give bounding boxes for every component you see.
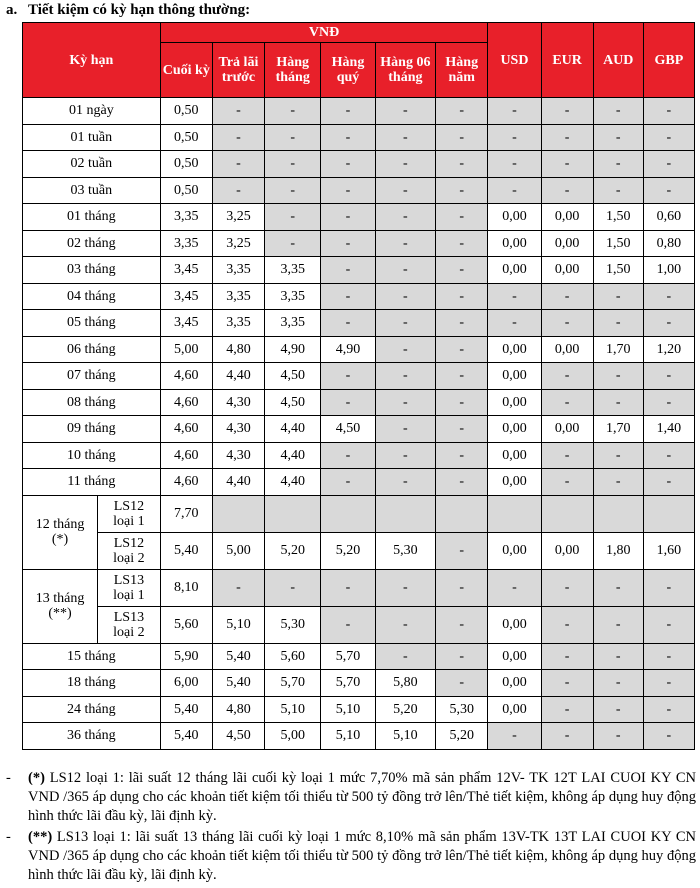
term-label: 01 ngày [23,98,161,125]
rate-cell: 1,60 [643,532,694,569]
rate-cell: - [375,177,436,204]
rate-cell: - [375,230,436,257]
rate-cell [643,495,694,532]
rate-cell: 0,00 [488,643,541,670]
rate-cell: - [643,643,694,670]
rate-cell: - [643,283,694,310]
rate-cell: - [593,469,643,496]
rate-cell: - [212,124,264,151]
rate-cell [375,495,436,532]
rate-cell: - [643,670,694,697]
rate-cell: - [375,124,436,151]
rate-cell [436,495,488,532]
rate-cell: - [375,336,436,363]
rate-cell: - [375,257,436,284]
rate-cell: - [541,124,593,151]
rate-cell: - [643,389,694,416]
rate-cell: - [321,98,375,125]
rate-cell: - [321,177,375,204]
rate-cell: - [265,98,321,125]
rate-cell: 5,30 [375,532,436,569]
rate-cell: - [436,310,488,337]
rate-cell: 4,90 [321,336,375,363]
rate-cell: 3,45 [160,283,212,310]
table-row [23,204,695,231]
term-label: 07 tháng [23,363,161,390]
header-eur: EUR [541,23,593,98]
rate-cell [488,495,541,532]
rate-cell: - [321,606,375,643]
table-row [23,177,695,204]
rate-cell: 4,60 [160,389,212,416]
rate-cell: 1,50 [593,230,643,257]
table-row [23,696,695,723]
rate-cell: 3,35 [265,257,321,284]
rate-cell: 4,60 [160,442,212,469]
table-row [23,124,695,151]
rate-cell: - [436,98,488,125]
rate-cell: 0,00 [488,532,541,569]
rate-cell: - [321,363,375,390]
rate-cell: - [265,569,321,606]
rate-cell: 5,10 [375,723,436,750]
table-row [23,416,695,443]
rate-cell: - [321,151,375,178]
term-label: 10 tháng [23,442,161,469]
rate-cell: - [643,124,694,151]
table-row [23,495,695,532]
rate-cell: 3,35 [160,204,212,231]
rate-cell: - [436,606,488,643]
sub-term-label: LS13 loại 1 [98,569,161,606]
rate-cell: 4,80 [212,336,264,363]
rate-cell: 4,50 [265,389,321,416]
rate-cell: - [593,310,643,337]
rate-cell: 5,00 [212,532,264,569]
term-label: 11 tháng [23,469,161,496]
rate-cell: - [212,151,264,178]
rate-cell: - [375,416,436,443]
rate-cell: - [541,696,593,723]
rate-cell: - [321,442,375,469]
rate-cell: - [643,723,694,750]
rate-cell: - [541,310,593,337]
rate-cell: 6,00 [160,670,212,697]
term-label: 09 tháng [23,416,161,443]
rate-cell: - [541,569,593,606]
rate-cell: 0,00 [488,696,541,723]
rate-cell: 5,60 [265,643,321,670]
rate-cell: 0,00 [488,442,541,469]
rate-cell: 3,45 [160,257,212,284]
rate-cell: - [436,532,488,569]
rate-cell: - [593,389,643,416]
rate-cell: - [643,363,694,390]
rate-cell: - [375,98,436,125]
rate-cell: 4,50 [265,363,321,390]
rate-cell: 4,40 [265,416,321,443]
rate-cell: - [212,569,264,606]
rate-cell: - [541,643,593,670]
rate-cell [593,495,643,532]
rate-cell: 5,10 [212,606,264,643]
rate-cell: - [643,310,694,337]
rate-cell: 5,30 [436,696,488,723]
term-label: 02 tuần [23,151,161,178]
rate-cell: - [593,363,643,390]
rate-cell: 4,50 [321,416,375,443]
rate-cell: - [643,606,694,643]
term-label: 24 tháng [23,696,161,723]
rate-cell: - [436,283,488,310]
rate-cell: - [541,606,593,643]
rate-cell: 4,40 [212,363,264,390]
rate-cell: - [643,151,694,178]
rate-cell: 4,30 [212,442,264,469]
rate-cell: 4,60 [160,363,212,390]
rate-cell: 5,40 [160,696,212,723]
rate-cell: - [436,124,488,151]
header-tra-lai-truoc: Trả lãi trước [212,43,264,98]
rate-cell: - [375,569,436,606]
rate-cell: - [541,389,593,416]
rate-cell: 1,80 [593,532,643,569]
rate-cell [541,495,593,532]
rate-cell: - [593,124,643,151]
rate-cell: 5,90 [160,643,212,670]
header-hang-quy: Hàng quý [321,43,375,98]
rate-cell: - [488,124,541,151]
rate-cell: - [488,310,541,337]
term-group-label: 12 tháng (*) [23,495,98,569]
rate-cell: - [375,606,436,643]
rate-cell: 1,00 [643,257,694,284]
rate-cell: - [375,363,436,390]
term-label: 01 tuần [23,124,161,151]
rate-cell: 3,35 [212,283,264,310]
rate-cell: 0,00 [541,230,593,257]
header-gbp: GBP [643,23,694,98]
header-vnd: VNĐ [160,23,488,43]
rate-cell: 5,80 [375,670,436,697]
term-label: 01 tháng [23,204,161,231]
header-aud: AUD [593,23,643,98]
table-row [23,363,695,390]
footnote-ls12: - (*) LS12 loại 1: lãi suất 12 tháng lãi cuối kỳ loại 1 mức 7,70% mã sản phẩm 12V- TK 12T LAI CUOI KY CN VND /365 áp dụng cho các khoản tiết kiệm tối thiểu từ 500 tỷ đồng trở lên/Thẻ tiết kiệm, không áp dụng huy động hình thức lãi đầu kỳ, lãi định kỳ. [6,770,696,824]
rate-cell: - [488,723,541,750]
rate-cell: 3,25 [212,204,264,231]
rate-cell: - [436,363,488,390]
rate-cell: 5,10 [321,696,375,723]
rate-cell: - [541,283,593,310]
rate-cell: - [321,469,375,496]
rate-cell: - [436,643,488,670]
rate-cell: 1,40 [643,416,694,443]
table-row [23,606,695,643]
rate-cell: 5,60 [160,606,212,643]
rate-cell: - [321,204,375,231]
rate-cell: 0,50 [160,124,212,151]
rate-cell: 5,40 [160,723,212,750]
rate-cell [265,495,321,532]
footnotes [6,769,696,887]
rate-cell: - [375,442,436,469]
header-term: Kỳ hạn [23,23,161,98]
rate-cell: 5,20 [375,696,436,723]
rate-cell: - [375,151,436,178]
term-label: 18 tháng [23,670,161,697]
rate-cell: - [265,124,321,151]
rate-cell: - [541,442,593,469]
rate-cell: - [436,389,488,416]
section-title-text: Tiết kiệm có kỳ hạn thông thường: [28,2,251,18]
rate-cell: 0,60 [643,204,694,231]
header-hang-06-thang: Hàng 06 tháng [375,43,436,98]
rate-cell: 5,40 [212,670,264,697]
rate-cell: 5,70 [321,670,375,697]
rate-cell: - [593,442,643,469]
table-row [23,257,695,284]
rate-cell: - [436,230,488,257]
rate-cell: - [593,696,643,723]
footnote-ls13: - (**) LS13 loại 1: lãi suất 13 tháng lãi cuối kỳ loại 1 mức 8,10% mã sản phẩm 13V-TK 13T LAI CUOI KY CN VND /365 áp dụng cho các khoản tiết kiệm tối thiểu từ 500 tỷ đồng trở lên/Thẻ tiết kiệm, không áp dụng huy động hình thức lãi đầu kỳ, lãi định kỳ. [6,829,696,883]
rate-cell: 4,60 [160,416,212,443]
rate-cell: 0,50 [160,177,212,204]
sub-term-label: LS12 loại 1 [98,495,161,532]
rate-cell: - [436,336,488,363]
rate-cell: 4,50 [212,723,264,750]
sub-term-label: LS12 loại 2 [98,532,161,569]
rate-cell: - [375,310,436,337]
rate-cell: - [375,389,436,416]
rate-cell: - [593,569,643,606]
rate-cell: - [321,569,375,606]
rate-cell: 0,00 [488,670,541,697]
rate-cell: - [593,606,643,643]
rate-cell: - [488,98,541,125]
rate-cell: 1,50 [593,204,643,231]
header-cuoi-ky: Cuối kỳ [160,43,212,98]
rate-cell: 1,20 [643,336,694,363]
table-row [23,569,695,606]
table-row [23,532,695,569]
header-usd: USD [488,23,541,98]
term-label: 03 tuần [23,177,161,204]
rate-cell: 0,00 [488,416,541,443]
rate-cell: 8,10 [160,569,212,606]
rate-cell: 4,40 [265,442,321,469]
rate-cell: 4,30 [212,389,264,416]
sub-term-label: LS13 loại 2 [98,606,161,643]
rate-cell: 0,00 [488,469,541,496]
header-hang-nam: Hàng năm [436,43,488,98]
rate-cell: 1,70 [593,416,643,443]
rate-cell: 0,50 [160,98,212,125]
rate-cell: - [541,151,593,178]
term-label: 03 tháng [23,257,161,284]
table-row [23,98,695,125]
rate-cell: 5,30 [265,606,321,643]
rate-cell: - [321,124,375,151]
rate-cell: 0,00 [488,389,541,416]
rate-cell: - [541,469,593,496]
rate-cell: 3,35 [212,257,264,284]
rate-cell: - [593,723,643,750]
rate-cell: 5,40 [160,532,212,569]
rate-cell: 3,45 [160,310,212,337]
rate-cell: - [375,204,436,231]
rate-cell: - [265,177,321,204]
table-row [23,442,695,469]
rate-cell: 3,35 [212,310,264,337]
rate-cell: - [321,310,375,337]
rate-cell: - [593,670,643,697]
rate-cell: 1,50 [593,257,643,284]
rate-cell: - [541,363,593,390]
rate-cell: 5,20 [265,532,321,569]
rate-cell: - [643,696,694,723]
rate-cell: 5,10 [321,723,375,750]
rate-cell: - [436,257,488,284]
rate-cell: 3,25 [212,230,264,257]
rate-cell: - [593,643,643,670]
rate-cell: - [541,723,593,750]
table-row [23,283,695,310]
rate-cell: - [321,257,375,284]
table-row [23,336,695,363]
section-number: a. [6,2,18,18]
term-label: 15 tháng [23,643,161,670]
rate-cell: - [593,151,643,178]
rate-cell: - [265,204,321,231]
rate-cell: - [375,283,436,310]
table-row [23,469,695,496]
rate-cell: 0,00 [541,336,593,363]
rate-cell: - [436,442,488,469]
rate-cell: 4,40 [265,469,321,496]
rate-cell: - [436,569,488,606]
rate-cell: 0,50 [160,151,212,178]
rate-cell: 3,35 [265,310,321,337]
table-row [23,670,695,697]
rate-cell: - [541,670,593,697]
rate-cell: - [436,670,488,697]
rate-cell: 5,00 [160,336,212,363]
rate-cell: - [321,230,375,257]
table-row [23,389,695,416]
rate-cell: 1,70 [593,336,643,363]
rate-cell: - [541,177,593,204]
rate-cell: 0,00 [541,204,593,231]
rate-cell: 4,90 [265,336,321,363]
rate-cell: 0,00 [541,257,593,284]
rate-cell: 5,20 [321,532,375,569]
rate-cell [212,495,264,532]
rate-cell: - [375,469,436,496]
rate-cell: 4,40 [212,469,264,496]
rate-cell: - [321,389,375,416]
term-label: 04 tháng [23,283,161,310]
table-row [23,230,695,257]
rate-cell: - [593,98,643,125]
rate-cell: 0,00 [488,606,541,643]
rate-cell: 0,00 [488,257,541,284]
table-row [23,151,695,178]
rate-cell: 0,00 [541,416,593,443]
rate-cell: - [212,177,264,204]
rate-cell: 0,00 [488,230,541,257]
rate-cell: 4,30 [212,416,264,443]
rate-cell: - [265,230,321,257]
rate-cell: 0,80 [643,230,694,257]
rate-cell: - [593,177,643,204]
rate-cell: - [541,98,593,125]
rate-cell: - [488,569,541,606]
rate-cell: - [488,283,541,310]
term-label: 02 tháng [23,230,161,257]
term-label: 08 tháng [23,389,161,416]
rate-cell: - [643,569,694,606]
rate-cell: 5,70 [265,670,321,697]
table-row [23,643,695,670]
rate-cell: - [593,283,643,310]
rate-cell: 5,20 [436,723,488,750]
table-row [23,310,695,337]
section-title [6,2,250,19]
rate-cell: - [436,204,488,231]
term-label: 36 tháng [23,723,161,750]
rate-cell: - [643,98,694,125]
savings-rate-table [22,22,695,750]
rate-cell: 4,60 [160,469,212,496]
rate-cell: 0,00 [488,204,541,231]
rate-cell: 5,40 [212,643,264,670]
rate-cell: - [643,442,694,469]
rate-cell: 3,35 [160,230,212,257]
rate-cell: - [375,643,436,670]
rate-cell: 0,00 [488,363,541,390]
rate-cell: 5,10 [265,696,321,723]
term-group-label: 13 tháng (**) [23,569,98,643]
rate-cell: - [436,151,488,178]
rate-cell: 4,80 [212,696,264,723]
header-hang-thang: Hàng tháng [265,43,321,98]
rate-cell: 0,00 [541,532,593,569]
term-label: 06 tháng [23,336,161,363]
rate-cell: 7,70 [160,495,212,532]
rate-cell: - [436,469,488,496]
rate-cell: - [643,177,694,204]
rate-cell: 5,00 [265,723,321,750]
rate-cell [321,495,375,532]
rate-cell: - [488,151,541,178]
rate-cell: 3,35 [265,283,321,310]
term-label: 05 tháng [23,310,161,337]
rate-cell: 5,70 [321,643,375,670]
rate-cell: - [436,177,488,204]
rate-cell: - [321,283,375,310]
rate-cell: - [265,151,321,178]
rate-cell: - [643,469,694,496]
rate-cell: - [212,98,264,125]
table-row [23,723,695,750]
rate-cell: - [488,177,541,204]
rate-cell: - [436,416,488,443]
rate-cell: 0,00 [488,336,541,363]
